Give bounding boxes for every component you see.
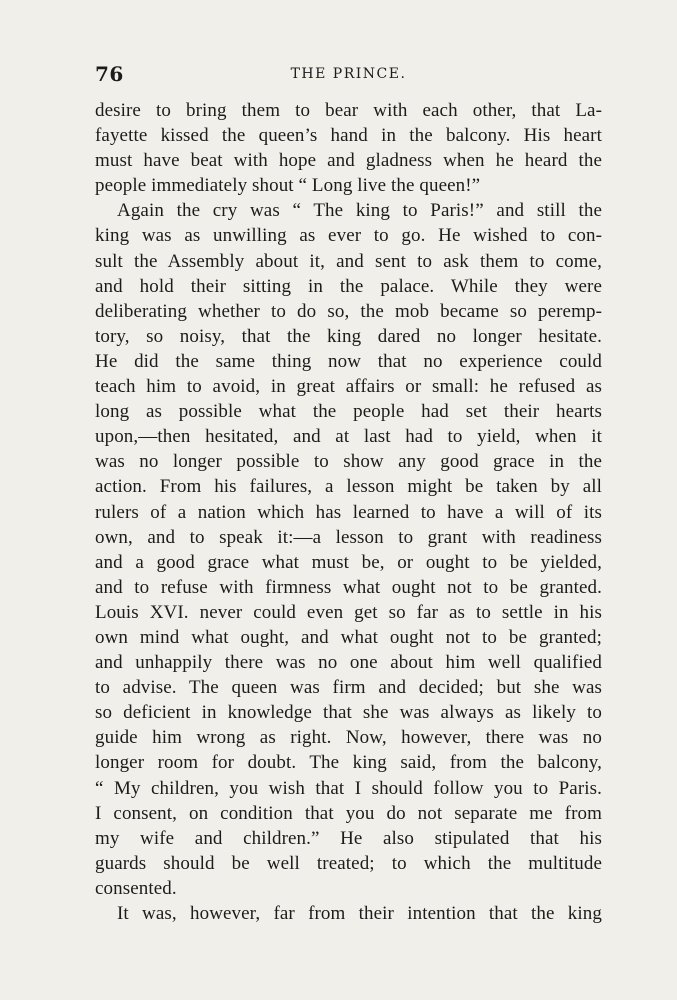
text-line: people immediately shout “ Long live the queen!” bbox=[95, 175, 481, 197]
text-line: guards should be well treated; to which the multitude bbox=[95, 852, 602, 874]
text-line: I consent, on condition that you do not separate me from bbox=[95, 802, 602, 824]
text-line: tory, so noisy, that the king dared no longer hesitate. bbox=[95, 325, 602, 347]
text-line: so deficient in knowledge that she was always as likely to bbox=[95, 702, 602, 724]
text-line: long as possible what the people had set their hearts bbox=[95, 401, 602, 423]
body-text bbox=[95, 98, 602, 926]
text-line: teach him to avoid, in great affairs or small: he refused as bbox=[95, 376, 602, 398]
page-number: 76 bbox=[95, 62, 124, 86]
text-line: It was, however, far from their intention that the king bbox=[117, 903, 602, 924]
text-line: must have beat with hope and gladness when he heard the bbox=[95, 150, 602, 172]
text-line: guide him wrong as right. Now, however, there was no bbox=[95, 727, 602, 749]
text-line: upon,—then hesitated, and at last had to yield, when it bbox=[95, 426, 602, 448]
text-line: own, and to speak it:—a lesson to grant with readiness bbox=[95, 526, 602, 548]
text-line: was no longer possible to show any good grace in the bbox=[95, 451, 602, 473]
text-line: Louis XVI. never could even get so far as to settle in his bbox=[95, 601, 602, 623]
text-line: king was as unwilling as ever to go. He wished to con- bbox=[95, 225, 602, 247]
text-line: and a good grace what must be, or ought to be yielded, bbox=[95, 551, 602, 573]
text-line: desire to bring them to bear with each other, that La- bbox=[95, 100, 602, 121]
text-line: consented. bbox=[95, 877, 177, 899]
text-line: own mind what ought, and what ought not to be granted; bbox=[95, 626, 602, 648]
text-line: deliberating whether to do so, the mob became so peremp- bbox=[95, 300, 602, 322]
text-line: and to refuse with firmness what ought not to be granted. bbox=[95, 576, 602, 598]
text-line: longer room for doubt. The king said, from the balcony, bbox=[95, 752, 602, 774]
text-line: rulers of a nation which has learned to have a will of its bbox=[95, 501, 602, 523]
text-line: He did the same thing now that no experience could bbox=[95, 350, 602, 372]
text-line: sult the Assembly about it, and sent to ask them to come, bbox=[95, 250, 602, 272]
text-line: fayette kissed the queen’s hand in the balcony. His heart bbox=[95, 125, 602, 147]
text-line: and unhappily there was no one about him well qualified bbox=[95, 652, 602, 674]
text-line: and hold their sitting in the palace. While they were bbox=[95, 275, 602, 297]
running-head: THE PRINCE. bbox=[290, 66, 407, 82]
text-line: “ My children, you wish that I should follow you to Paris. bbox=[95, 777, 602, 799]
text-line: Again the cry was “ The king to Paris!” and still the bbox=[117, 200, 602, 222]
text-line: to advise. The queen was firm and decided; but she was bbox=[95, 677, 602, 699]
text-line: my wife and children.” He also stipulated that his bbox=[95, 827, 602, 849]
text-line: action. From his failures, a lesson might be taken by all bbox=[95, 476, 602, 498]
page-header bbox=[95, 62, 602, 94]
